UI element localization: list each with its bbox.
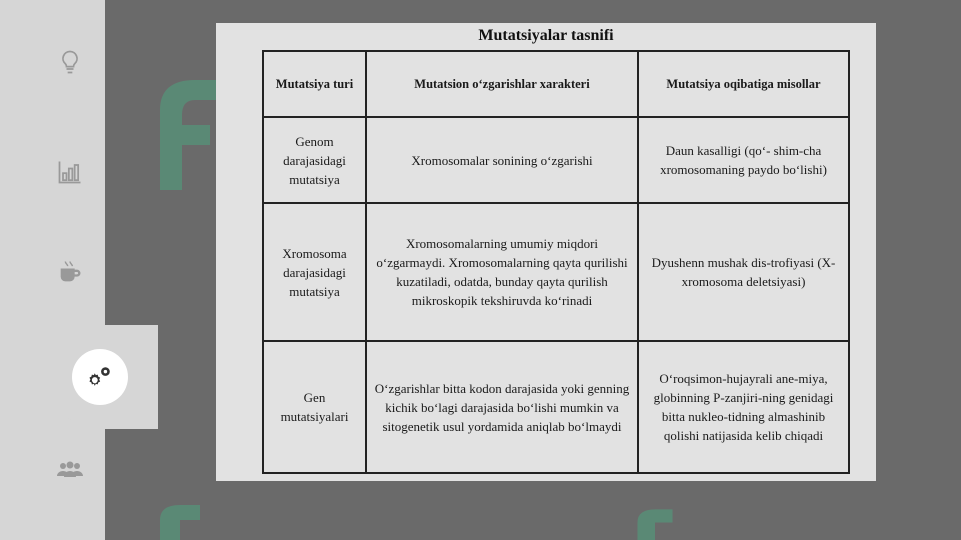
sidebar (0, 0, 105, 540)
gears-icon[interactable] (72, 349, 128, 405)
lightbulb-icon[interactable] (50, 42, 90, 82)
bar-chart-icon[interactable] (50, 152, 90, 192)
watermark-logo (150, 500, 210, 540)
table-cell: O‘zgarishlar bitta kodon darajasida yoki genning kichik bo‘lagi darajasida bo‘lishi mumkin va sitogenetik usul yordamida aniqlab bo‘lmaydi (366, 341, 638, 473)
table-row (263, 117, 849, 203)
table-cell: Dyushenn mushak dis-trofiyasi (X-xromosoma deletsiyasi) (638, 203, 849, 341)
slide (216, 23, 876, 481)
table-row (263, 341, 849, 473)
table-cell: Gen mutatsiyalari (263, 341, 366, 473)
table-cell: Xromosomalar sonining o‘zgarishi (366, 117, 638, 203)
table-row (263, 203, 849, 341)
header-cell: Mutatsiya turi (263, 51, 366, 117)
classification-table (262, 50, 850, 474)
users-icon[interactable] (50, 450, 90, 490)
header-cell: Mutatsion o‘zgarishlar xarakteri (366, 51, 638, 117)
slide-title: Mutatsiyalar tasnifi (478, 27, 614, 44)
table-header-row (263, 51, 849, 117)
table-cell: Xromosoma darajasidagi mutatsiya (263, 203, 366, 341)
table-cell: Daun kasalligi (qo‘- shim-cha xromosomaning paydo bo‘lishi) (638, 117, 849, 203)
watermark-logo (625, 505, 685, 540)
table-cell: Xromosomalarning umumiy miqdori o‘zgarmaydi. Xromosomalarning qayta qurilishi kuzatiladi, odatda, bunday qayta qurilish mikroskopik tekshiruvda ko‘rinadi (366, 203, 638, 341)
header-cell: Mutatsiya oqibatiga misollar (638, 51, 849, 117)
table-cell: O‘roqsimon-hujayrali ane-miya, globinning P-zanjiri-ning genidagi bitta nukleo-tidning almashinib qolishi natijasida kelib chiqadi (638, 341, 849, 473)
coffee-cup-icon[interactable] (50, 252, 90, 292)
table-cell: Genom darajasidagi mutatsiya (263, 117, 366, 203)
